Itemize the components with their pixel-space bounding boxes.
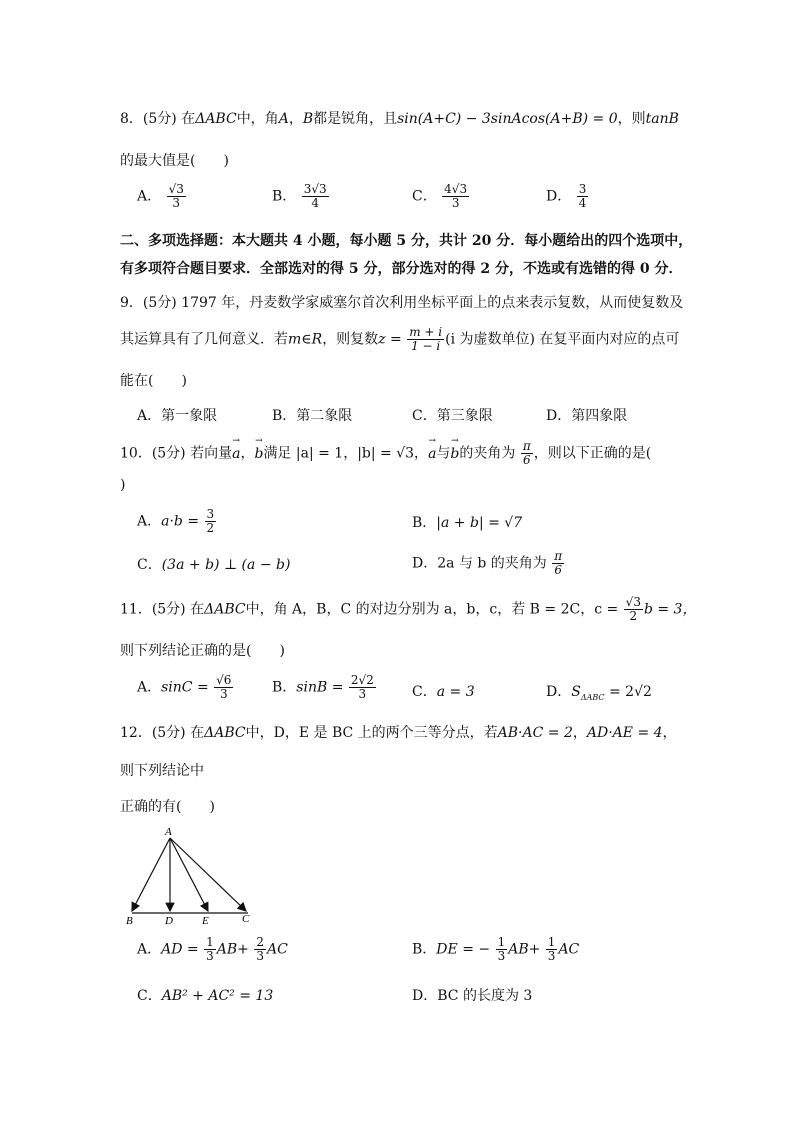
q12-triangle: ΔABC bbox=[204, 725, 246, 741]
q12-stem-line2: 则下列结论中 bbox=[120, 763, 204, 779]
vector-ac bbox=[170, 838, 246, 911]
q8-target: tanB bbox=[645, 111, 679, 127]
q8-option-d-label: D． bbox=[546, 188, 572, 205]
q10-option-c-label: C． bbox=[137, 557, 162, 573]
q10-vector-a: → a bbox=[232, 446, 240, 462]
q11-option-b-label: B． bbox=[272, 679, 297, 696]
q10-text3: 的夹角为 bbox=[459, 445, 516, 462]
frac-den: 4 bbox=[578, 196, 587, 210]
q10-stem-line1 bbox=[120, 440, 651, 467]
q12-text2: 中，D，E 是 BC 上的两个三等分点，若 bbox=[245, 725, 498, 741]
frac-den: 3 bbox=[358, 687, 367, 701]
q11-option-c[interactable] bbox=[412, 681, 475, 701]
frac-den: 3 bbox=[497, 949, 506, 963]
q11-triangle: ΔABC bbox=[204, 601, 246, 618]
q10-option-c-expr: (3a + b) ⊥ (a − b) bbox=[161, 557, 291, 573]
q10-vector-b: → b bbox=[254, 446, 263, 462]
q8-stem-line1 bbox=[120, 108, 679, 128]
q11-option-d[interactable] bbox=[546, 681, 652, 702]
q10-option-b-label: B． bbox=[412, 515, 437, 531]
q11-text: 11．(5分) 在 bbox=[120, 601, 205, 618]
label-d: D bbox=[165, 915, 173, 927]
q11-option-b-expr: sinB = bbox=[296, 679, 344, 696]
q10-angle-frac bbox=[521, 440, 533, 467]
frac-num: 3√3 bbox=[303, 182, 327, 196]
q12-option-a-lhs: AD = bbox=[161, 941, 199, 958]
q8-option-c-label: C． bbox=[412, 188, 437, 205]
q9-frac bbox=[407, 326, 444, 353]
q8-text3: ，则 bbox=[617, 111, 646, 127]
q10-magnitudes: 满足 |a| = 1，|b| = √3， bbox=[263, 445, 429, 462]
q11-option-b[interactable] bbox=[272, 674, 377, 701]
frac-den: 6 bbox=[554, 563, 563, 577]
frac-num: 1 bbox=[547, 935, 556, 949]
q11-option-d-sub: ΔABC bbox=[580, 692, 605, 702]
q12-option-a-v1: AB bbox=[216, 941, 238, 958]
label-c: C bbox=[242, 913, 250, 925]
q10-sep: ， bbox=[240, 445, 255, 462]
q8-angle-a: A bbox=[278, 111, 289, 127]
q9-text3: (i 为虚数单位) 在复平面内对应的点可 bbox=[445, 331, 680, 348]
q10-vector-a2: → a bbox=[428, 446, 436, 462]
q9-text2: ，则复数 bbox=[322, 331, 379, 348]
q11-stem-line2: 则下列结论正确的是( ) bbox=[120, 643, 285, 659]
frac-den: 3 bbox=[451, 196, 460, 210]
q11-text3: b = 3， bbox=[643, 601, 697, 618]
q11-option-d-tail: = 2√2 bbox=[604, 684, 652, 700]
q9-option-c[interactable]: C．第三象限 bbox=[412, 408, 493, 424]
q9-stem-line2 bbox=[120, 326, 679, 353]
q8-option-c[interactable] bbox=[412, 183, 470, 210]
frac-num: m + i bbox=[409, 325, 443, 339]
q12-option-a-frac2 bbox=[254, 936, 266, 963]
q12-stem-line1 bbox=[120, 722, 677, 742]
q12-option-b-lhs: DE = − bbox=[436, 941, 491, 958]
frac-num: 1 bbox=[497, 935, 506, 949]
section2-heading-line1: 二、多项选择题：本大题共 4 小题，每小题 5 分，共计 20 分．每小题给出的四个选项中， bbox=[120, 233, 693, 249]
q11-option-d-s: S bbox=[571, 684, 581, 700]
frac-den: 1 − i bbox=[411, 339, 441, 353]
q8-angle-b: B bbox=[302, 111, 314, 127]
q10-stem-line2: ) bbox=[120, 477, 126, 493]
q11-option-c-expr: a = 3 bbox=[436, 684, 475, 700]
frac-num: 3 bbox=[206, 507, 215, 521]
section2-heading-line2: 有多项符合题目要求．全部选对的得 5 分，部分选对的得 2 分，不选或有选错的得 0 分． bbox=[120, 261, 683, 277]
q8-option-d[interactable] bbox=[546, 183, 589, 210]
q11-text2: 中，角 A，B，C 的对边分别为 a，b，c，若 B = 2C，c = bbox=[245, 601, 619, 618]
q8-option-a[interactable] bbox=[137, 183, 187, 210]
frac-num: 2√2 bbox=[350, 673, 374, 687]
q8-condition: sin(A+C) − 3sinAcos(A+B) = 0 bbox=[397, 111, 618, 127]
frac-den: 2 bbox=[629, 609, 638, 623]
q9-z-eq: z = bbox=[378, 331, 402, 348]
q10-option-b-expr: |a + b| = √7 bbox=[436, 515, 523, 531]
q10-text: 10．(5分) 若向量 bbox=[120, 445, 233, 462]
q8-stem-line2: 的最大值是( ) bbox=[120, 153, 229, 169]
label-e: E bbox=[202, 915, 209, 927]
q10-text4: ，则以下正确的是( bbox=[533, 445, 652, 462]
q9-option-b[interactable]: B．第二象限 bbox=[272, 408, 353, 424]
q8-option-c-frac bbox=[442, 183, 469, 210]
q8-text2: 都是锐角，且 bbox=[313, 111, 398, 127]
q8-option-b-frac bbox=[302, 183, 329, 210]
q12-text: 12．(5分) 在 bbox=[120, 725, 205, 741]
q11-stem-line1 bbox=[120, 596, 696, 623]
frac-den: 2 bbox=[206, 521, 215, 535]
frac-num: π bbox=[522, 439, 531, 453]
frac-num: 1 bbox=[206, 935, 214, 949]
q10-vector-b2: → b bbox=[450, 446, 459, 462]
frac-den: 3 bbox=[256, 949, 264, 963]
q12-option-c-label: C． bbox=[137, 988, 162, 1004]
q12-text3: ， bbox=[662, 725, 677, 741]
q11-option-c-label: C． bbox=[412, 684, 437, 700]
frac-num: 3 bbox=[578, 182, 587, 196]
q12-option-a[interactable] bbox=[137, 936, 288, 963]
q12-option-c-expr: AB² + AC² = 13 bbox=[161, 988, 274, 1004]
q11-option-a-frac bbox=[214, 674, 233, 701]
q12-option-d[interactable] bbox=[412, 985, 532, 1005]
frac-num: 4√3 bbox=[444, 182, 468, 196]
q10-option-c[interactable] bbox=[137, 554, 290, 574]
q11-option-b-frac bbox=[349, 674, 376, 701]
frac-den: 3 bbox=[172, 196, 181, 210]
q12-option-a-label: A． bbox=[137, 941, 162, 958]
frac-num: √6 bbox=[216, 673, 232, 687]
q12-stem-line3: 正确的有( ) bbox=[120, 799, 215, 815]
q10-text2: 与 bbox=[436, 445, 451, 462]
q12-option-d-expr: BC 的长度为 3 bbox=[437, 988, 533, 1004]
frac-den: 3 bbox=[547, 949, 556, 963]
q8-option-d-frac bbox=[577, 183, 589, 210]
q8-number: 8．(5分) 在 bbox=[120, 111, 196, 127]
q10-option-a-frac bbox=[205, 508, 217, 535]
q9-stem-line3: 能在( ) bbox=[120, 373, 187, 389]
frac-num: 2 bbox=[256, 935, 264, 949]
q12-triangle-figure bbox=[118, 824, 258, 928]
q8-option-b-label: B． bbox=[272, 188, 297, 205]
q8-text: 中，角 bbox=[236, 111, 279, 127]
q12-option-c[interactable] bbox=[137, 985, 273, 1005]
q10-option-d-frac bbox=[552, 550, 564, 577]
q12-option-b-v1: AB bbox=[508, 941, 529, 958]
frac-num: π bbox=[554, 549, 563, 563]
q12-option-b-frac1 bbox=[496, 936, 508, 963]
q11-option-a[interactable] bbox=[137, 674, 234, 701]
q12-option-b-frac2 bbox=[546, 936, 558, 963]
frac-num: √3 bbox=[168, 182, 184, 196]
q8-option-a-frac bbox=[167, 183, 186, 210]
q12-option-a-plus: + bbox=[237, 941, 249, 958]
q10-option-a-label: A． bbox=[137, 513, 162, 530]
q12-option-a-v2: AC bbox=[266, 941, 288, 958]
q10-option-b[interactable] bbox=[412, 512, 522, 532]
q11-option-a-expr: sinC = bbox=[161, 679, 209, 696]
q10-option-a[interactable] bbox=[137, 508, 217, 535]
q9-stem-line1: 9．(5分) 1797 年，丹麦数学家威塞尔首次利用坐标平面上的点来表示复数，从而使复数及 bbox=[120, 295, 684, 311]
q12-option-b-label: B． bbox=[412, 941, 437, 958]
q10-option-d[interactable] bbox=[412, 550, 565, 577]
frac-den: 6 bbox=[522, 453, 531, 467]
q12-sep: ， bbox=[572, 725, 587, 741]
q10-option-d-expr: 2a 与 b 的夹角为 bbox=[437, 555, 547, 572]
q11-option-a-label: A． bbox=[137, 679, 162, 696]
q9-m-in-r: m∈R bbox=[288, 331, 323, 348]
label-b: B bbox=[126, 915, 133, 927]
vector-ae bbox=[170, 838, 208, 911]
q11-c-frac bbox=[624, 596, 643, 623]
q9-option-a[interactable]: A．第一象限 bbox=[137, 408, 218, 424]
q10-option-a-expr: a·b = bbox=[161, 513, 200, 530]
q12-option-d-label: D． bbox=[412, 988, 438, 1004]
q12-option-a-frac1 bbox=[204, 936, 216, 963]
label-a: A bbox=[165, 826, 172, 838]
q8-triangle: ΔABC bbox=[195, 111, 237, 127]
frac-den: 3 bbox=[219, 687, 228, 701]
q10-option-d-label: D． bbox=[412, 555, 438, 572]
q12-cond1: AB·AC = 2 bbox=[497, 725, 573, 741]
frac-den: 3 bbox=[206, 949, 214, 963]
q8-option-b[interactable] bbox=[272, 183, 330, 210]
q12-option-b-plus: + bbox=[528, 941, 541, 958]
frac-den: 4 bbox=[311, 196, 320, 210]
q12-cond2: AD·AE = 4 bbox=[586, 725, 663, 741]
q12-option-b[interactable] bbox=[412, 936, 579, 963]
q11-option-d-label: D． bbox=[546, 684, 572, 700]
vector-ab bbox=[132, 838, 170, 911]
q9-text: 其运算具有了几何意义．若 bbox=[120, 331, 288, 348]
q8-sep: ， bbox=[288, 111, 303, 127]
q9-option-d[interactable]: D．第四象限 bbox=[546, 408, 628, 424]
frac-num: √3 bbox=[625, 595, 641, 609]
q12-option-b-v2: AC bbox=[558, 941, 580, 958]
q8-option-a-label: A． bbox=[137, 188, 162, 205]
